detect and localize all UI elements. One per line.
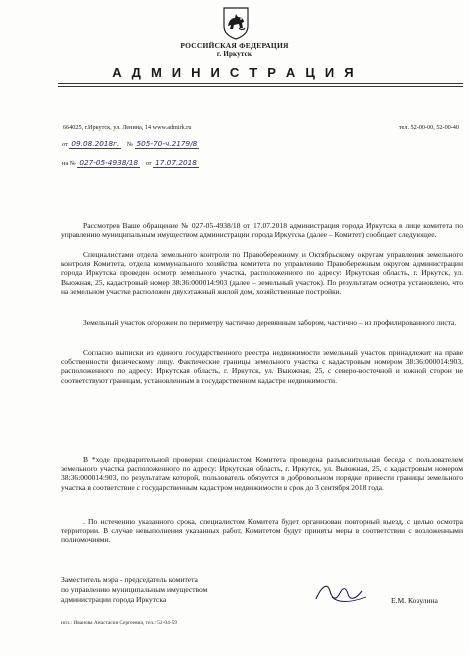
handwritten-signature (312, 579, 370, 607)
reference-date: 17.07.2018 (155, 158, 197, 167)
executor-line: исп.: Иванова Анастасия Сергеевна, тел.: 52-04-59 (61, 620, 177, 626)
paragraph-followup (61, 517, 463, 545)
outgoing-date: 09.08.2018г. (71, 139, 120, 148)
paragraph-fence-text: Земельный участок огорожен по периметру частично деревянным забором, частично – из профилированного листа. (83, 318, 457, 327)
paragraph-registry-text: Согласно выписки из единого государственного реестра недвижимости земельный участок принадлежит на праве собственности физическому лицу. Фактические границы земельного участка с кадастровым номером 38:36:000014:903, расположенного по адресу: Иркутская область, г. Иркутск, ул. Выюжная, 25, с северо-восточной и южной сторон не соответствуют границам, установленным в государственном кадастре недвижимости. (61, 348, 463, 385)
phones-line: тел. 52-00-00, 52-00-40 (398, 124, 459, 131)
incoming-reference (62, 158, 203, 168)
number-label: № (126, 141, 133, 148)
paragraph-check-text: В *ходе предварительной проверки специалистом Комитета проведена разъяснительная беседа с пользователем земельного участка расположенного по адресу: Иркутская область, г. Иркутск, ул. Выюжная, 25, с кадастровым номером 38:36:000014:903, по результатам которой, пользователь обязуется в добровольном порядке привести границы земельного участка в соответствие с государственным кадастром недвижимости в срок до 3 сентября 2018 года. (61, 455, 463, 492)
federation-label: РОССИЙСКАЯ ФЕДЕРАЦИЯ (180, 41, 289, 50)
address-line: 664025, г.Иркутск, ул. Ленина, 14 www.admirk.ru (63, 124, 192, 131)
city-label: г. Иркутск (216, 50, 253, 58)
signer-name: Е.М. Козулина (391, 596, 438, 605)
paragraph-check (61, 455, 463, 492)
administration-title: А Д М И Н И С Т Р А Ц И Я (112, 65, 357, 80)
outgoing-number: 505-70-ч.2179/8 (136, 139, 198, 148)
reference-from: от (145, 160, 152, 167)
paragraph-intro-text: Рассмотрев Ваше обращение № 027-05-4938/18 от 17.07.2018 администрация города Иркутска в лице комитета по управлению муниципальным имуществом администрации города Иркутска (далее – Комитет) сообщает следующее. (61, 221, 463, 240)
signer-position-line3: администрации города Иркутска (61, 595, 167, 604)
header-rule-thin (58, 86, 463, 87)
coat-of-arms-icon (222, 6, 250, 40)
paragraph-registry (61, 348, 463, 385)
paragraph-intro (61, 221, 463, 239)
reference-prefix: на № (62, 160, 76, 167)
signer-position (61, 575, 207, 605)
paragraph-inspection-text: Специалистами отдела земельного контроля по Правобережному и Октябрьскому округам управления земельного контроля Комитета, отдела коммунального хозяйства комитета по управлению Правобережным округом администрации города Иркутска проведен осмотр земельного участка, расположенного по адресу: Иркутская область, г. Иркутск, ул. Выожная, 25, кадастровый номер 38:36:000014:903 (далее – земельный участок). По результатам осмотра установлено, что на земельном участке расположен двухэтажный жилой дом, хозяйственные постройки. (61, 250, 463, 296)
reference-number: 027-05-4938/18 (79, 158, 139, 167)
outgoing-registration (62, 139, 203, 149)
header-rule (58, 83, 463, 84)
paragraph-followup-text: . По истечению указанного срока, специалистом Комитета будет организован повторный выезд, с целью осмотра территории. В случае невыполнения указанных работ, Комитетом будут приняты меры в соответствии с возложенными полномочиями. (61, 517, 463, 545)
date-prefix: от (62, 141, 68, 148)
paragraph-inspection (61, 250, 463, 296)
signer-position-line2: по управлению муниципальным имуществом (61, 585, 208, 594)
signer-position-line1: Заместитель мэра - председатель комитета (61, 575, 198, 584)
paragraph-fence (61, 318, 463, 327)
